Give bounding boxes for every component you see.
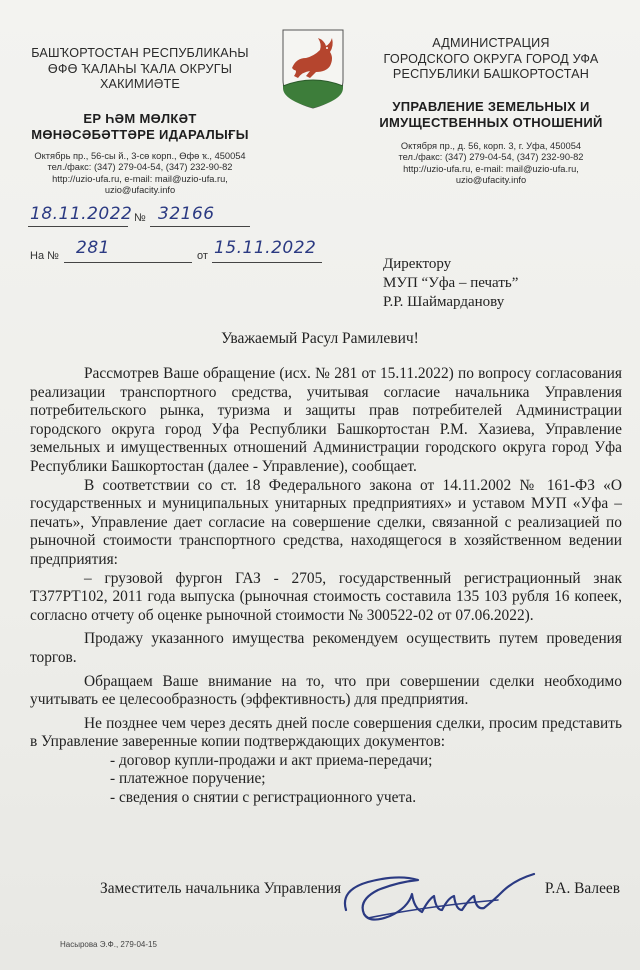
ref-number-underline	[64, 262, 192, 263]
addressee-block: Директору МУП “Уфа – печать” Р.Р. Шаймарданову	[383, 256, 519, 310]
header-right	[350, 36, 632, 187]
list-item: - платежное поручение;	[110, 770, 266, 788]
letter-body	[30, 365, 622, 808]
number-label: №	[134, 212, 146, 224]
dept-name-bashkir: ЕР ҺӘМ МӨЛКӘТ МӨНӘСӘБӘТТӘРЕ ИДАРАЛЫҒЫ	[31, 110, 249, 142]
outgoing-date: 18.11.2022	[30, 204, 133, 224]
address-bashkir: Октябрь пр., 56-сы й., 3-сө корп., Өфө ҡ., 450054 тел./факс: (347) 279-04-54, (347) 232-90-82 http://uzio-ufa.ru, e-mail: mail@uzio-ufa.ru, uzio@ufacity.info	[34, 150, 246, 195]
date-underline	[28, 226, 128, 227]
outgoing-number: 32166	[158, 204, 215, 224]
header-left	[14, 46, 266, 197]
number-underline	[150, 226, 250, 227]
paragraph-6: Не позднее чем через десять дней после совершения сделки, просим представить в Управление заверенные копии подтверждающих документов:	[30, 714, 622, 751]
paragraph-5: Обращаем Ваше внимание на то, что при совершении сделки необходимо учитывать ее целесообразность (эффективность) для предприятия.	[30, 672, 622, 709]
list-item: - договор купли-продажи и акт приема-передачи;	[110, 751, 433, 769]
ufa-emblem-icon	[280, 28, 346, 110]
signer-position: Заместитель начальника Управления	[100, 880, 342, 897]
signer-name: Р.А. Валеев	[544, 880, 620, 897]
paragraph-4: Продажу указанного имущества рекомендуем осуществить путем проведения торгов.	[30, 630, 622, 666]
paragraph-1: Рассмотрев Ваше обращение (исх. № 281 от 15.11.2022) по вопросу согласования реализации транспортного средства, учитывая согласие начальника Управления потребительского рынка, туризма и защиты прав потребителей Администрации городского округа город Уфа Республики Башкортостан Р.М. Хазиева, Управление земельных и имущественных отношений Администрации городского округа город Уфа Республики Башкортостан (далее - Управление), сообщает.	[30, 365, 622, 475]
from-label: от	[197, 250, 208, 262]
org-name-bashkir: БАШҠОРТОСТАН РЕСПУБЛИКАҺЫ ӨФӨ ҠАЛАҺЫ ҠАЛА ОКРУГЫ ХАКИМИӘТЕ	[31, 46, 249, 91]
dept-name-russian: УПРАВЛЕНИЕ ЗЕМЕЛЬНЫХ И ИМУЩЕСТВЕННЫХ ОТНОШЕНИЙ	[379, 98, 603, 130]
salutation: Уважаемый Расул Рамилевич!	[221, 330, 419, 347]
executor-note: Насырова Э.Ф., 279-04-15	[60, 940, 157, 949]
address-russian: Октября пр., д. 56, корп. 3, г. Уфа, 450054 тел./факс: (347) 279-04-54, (347) 232-90-82 http://uzio-ufa.ru, e-mail: mail@uzio-ufa.ru, uzio@ufacity.info	[398, 140, 584, 185]
ref-date: 15.11.2022	[214, 238, 317, 258]
ref-label: На №	[30, 250, 59, 262]
ref-date-underline	[212, 262, 322, 263]
list-item: - сведения о снятии с регистрационного учета.	[110, 789, 417, 807]
handwritten-signature-icon	[338, 860, 548, 930]
ref-number: 281	[76, 238, 110, 258]
paragraph-2: В соответствии со ст. 18 Федерального закона от 14.11.2002 № 161-ФЗ «О государственных и муниципальных унитарных предприятиях» и уставом МУП «Уфа – печать», Управление дает согласие на совершение сделки, связанной с реализацией по рыночной стоимости транспортного средства, находящегося в хозяйственном ведении предприятия:	[30, 476, 622, 568]
paragraph-3: – грузовой фургон ГАЗ - 2705, государственный регистрационный знак Т377РТ102, 2011 года выпуска (рыночная стоимость составила 135 103 рубля 16 копеек, согласно отчету об оценке рыночной стоимости № 300522-02 от 07.06.2022).	[30, 569, 622, 624]
org-name-russian: АДМИНИСТРАЦИЯ ГОРОДСКОГО ОКРУГА ГОРОД УФА РЕСПУБЛИКИ БАШКОРТОСТАН	[383, 36, 599, 81]
